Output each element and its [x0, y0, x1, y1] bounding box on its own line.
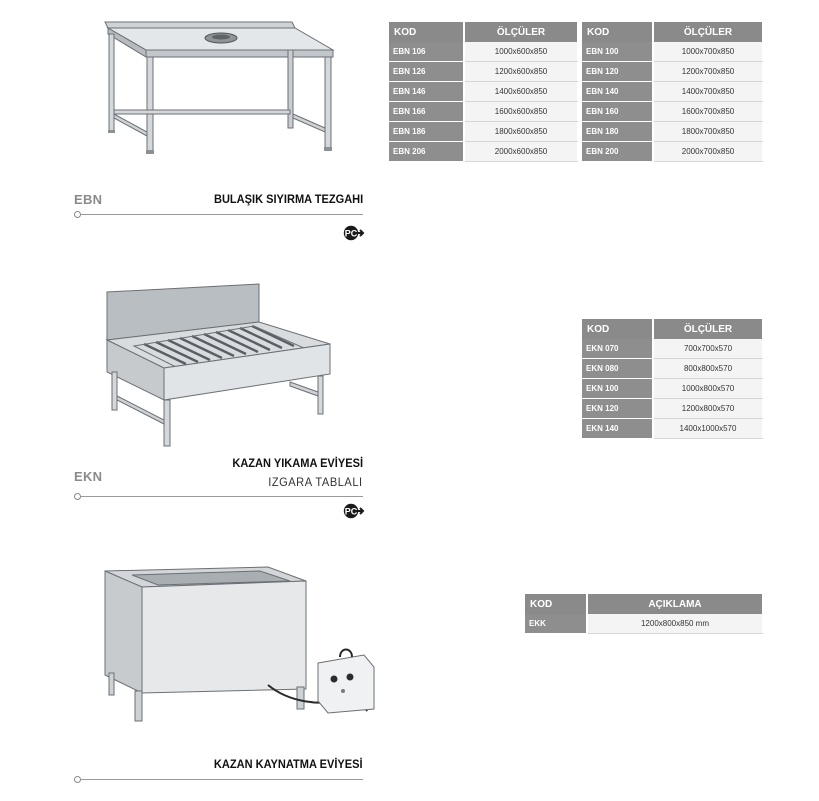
- dimension-cell: 700x700x570: [654, 339, 764, 359]
- table-row: [582, 122, 764, 142]
- dimension-cell: 1000x600x850: [465, 42, 579, 62]
- table-row: [582, 42, 764, 62]
- dimension-cell: 1200x700x850: [654, 62, 764, 82]
- dimension-cell: 1000x800x570: [654, 379, 764, 399]
- table-row: [582, 399, 764, 419]
- dimension-cell: 1400x600x850: [465, 82, 579, 102]
- product-code-cell: EBN 180: [582, 122, 654, 142]
- table-header-code: KOD: [582, 22, 654, 42]
- table-row: [582, 359, 764, 379]
- product-code-cell: EBN 120: [582, 62, 654, 82]
- product-code-cell: EBN 146: [389, 82, 465, 102]
- dimension-cell: 2000x600x850: [465, 142, 579, 162]
- dimension-cell: 1600x600x850: [465, 102, 579, 122]
- ekn-divider: [81, 496, 363, 497]
- ebn-code-label: EBN: [74, 192, 103, 207]
- dimension-cell: 1800x700x850: [654, 122, 764, 142]
- table-row: [582, 339, 764, 359]
- table-row: [582, 419, 764, 439]
- svg-text:PC: PC: [344, 506, 358, 517]
- dimension-cell: 1400x700x850: [654, 82, 764, 102]
- table-row: [525, 614, 764, 634]
- certification-mark-icon: [343, 225, 365, 246]
- ekk-divider: [81, 779, 363, 780]
- ekn-product-subtitle: IZGARA TABLALI: [268, 475, 363, 489]
- product-code-cell: EKK: [525, 614, 588, 634]
- dimension-cell: 800x800x570: [654, 359, 764, 379]
- table-row: [389, 82, 579, 102]
- ebn-product-title: BULAŞIK SIYIRMA TEZGAHI: [213, 192, 363, 206]
- ekn-product-image: [104, 282, 334, 450]
- dimension-cell: 1200x600x850: [465, 62, 579, 82]
- ekn-rule-dot: [74, 493, 81, 500]
- product-code-cell: EBN 140: [582, 82, 654, 102]
- table-header-dimensions: ÖLÇÜLER: [654, 22, 764, 42]
- dimension-cell: 1400x1000x570: [654, 419, 764, 439]
- dimension-cell: 2000x700x850: [654, 142, 764, 162]
- table-row: [582, 62, 764, 82]
- product-code-cell: EKN 140: [582, 419, 654, 439]
- product-code-cell: EBN 200: [582, 142, 654, 162]
- product-code-cell: EBN 100: [582, 42, 654, 62]
- table-row: [389, 62, 579, 82]
- product-code-cell: EBN 106: [389, 42, 465, 62]
- table-header-code: KOD: [389, 22, 465, 42]
- product-code-cell: EKN 120: [582, 399, 654, 419]
- dimension-cell: 1200x800x570: [654, 399, 764, 419]
- ekk-product-image: [100, 563, 380, 728]
- ebn-product-image: [100, 14, 340, 159]
- description-cell: 1200x800x850 mm: [588, 614, 764, 634]
- ekk-rule-dot: [74, 776, 81, 783]
- table-row: [582, 379, 764, 399]
- table-row: [582, 102, 764, 122]
- product-code-cell: EKN 080: [582, 359, 654, 379]
- certification-mark-icon: [343, 503, 365, 524]
- dimension-cell: 1800x600x850: [465, 122, 579, 142]
- table-row: [582, 82, 764, 102]
- ekn-code-label: EKN: [74, 469, 103, 484]
- dimension-cell: 1000x700x850: [654, 42, 764, 62]
- product-code-cell: EBN 160: [582, 102, 654, 122]
- ekn-spec-table: [582, 319, 764, 439]
- table-header-dimensions: ÖLÇÜLER: [654, 319, 764, 339]
- table-row: [389, 42, 579, 62]
- table-header-code: KOD: [582, 319, 654, 339]
- product-code-cell: EBN 166: [389, 102, 465, 122]
- table-header-code: KOD: [525, 594, 588, 614]
- ebn-spec-table-700: [582, 22, 764, 162]
- product-code-cell: EBN 186: [389, 122, 465, 142]
- table-header-dimensions: ÖLÇÜLER: [465, 22, 579, 42]
- product-code-cell: EKN 070: [582, 339, 654, 359]
- ekn-product-title: KAZAN YIKAMA EVİYESİ: [232, 456, 363, 470]
- ekk-spec-table: [525, 594, 764, 634]
- product-code-cell: EKN 100: [582, 379, 654, 399]
- ebn-divider: [81, 214, 363, 215]
- table-header-description: AÇIKLAMA: [588, 594, 764, 614]
- ebn-rule-dot: [74, 211, 81, 218]
- product-code-cell: EBN 206: [389, 142, 465, 162]
- ebn-spec-table-600: [389, 22, 579, 162]
- table-row: [582, 142, 764, 162]
- ekk-product-title: KAZAN KAYNATMA EVİYESİ: [214, 757, 363, 771]
- product-code-cell: EBN 126: [389, 62, 465, 82]
- table-row: [389, 122, 579, 142]
- svg-text:PC: PC: [344, 228, 358, 239]
- dimension-cell: 1600x700x850: [654, 102, 764, 122]
- table-row: [389, 102, 579, 122]
- table-row: [389, 142, 579, 162]
